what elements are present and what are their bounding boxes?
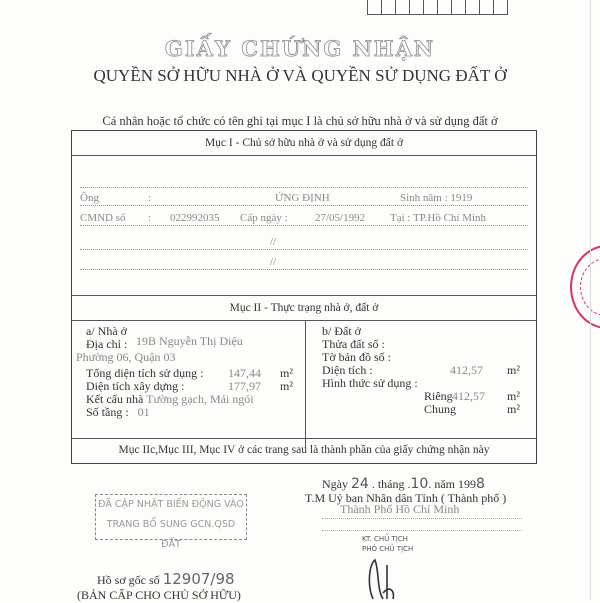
address-label: Địa chỉ :	[86, 337, 128, 351]
land-column	[322, 325, 527, 416]
structure-value: Tường gạch, Mái ngói	[146, 392, 254, 406]
dotted-line	[322, 518, 522, 519]
address-line1: 19B Nguyễn Thị Diệu	[136, 334, 243, 348]
floors-label: Số tầng :	[86, 405, 129, 419]
footer-note: Mục IIc,Mục III, Mục IV ở các trang sau là thành phần của giấy chứng nhận này	[118, 444, 490, 456]
certificate-subtitle: QUYỀN SỞ HỮU NHÀ Ở VÀ QUYỀN SỬ DỤNG ĐẤT Ở	[93, 66, 507, 85]
section1-heading: Mục I - Chủ sở hữu nhà ở và sử dụng đất ở	[204, 137, 404, 149]
floors-value: 01	[137, 405, 150, 419]
file-number-value: 12907/98	[162, 570, 235, 588]
land-area-value: 412,57	[450, 363, 483, 377]
divider	[72, 295, 536, 296]
issued-date: 27/05/1992	[315, 212, 366, 224]
house-column	[76, 324, 296, 419]
serial-box	[437, 0, 452, 15]
floors-row	[86, 406, 296, 419]
day-label: Ngày	[322, 477, 348, 491]
signatory-line1: KT. CHỦ TỊCH	[362, 535, 408, 543]
blank-mark: //	[270, 256, 277, 268]
id-colon: :	[148, 212, 152, 224]
file-number	[97, 570, 235, 588]
issuing-authority: T.M Uỷ ban Nhân dân Tỉnh ( Thành phố )	[305, 491, 507, 505]
signature-icon	[365, 555, 405, 600]
signatory-line2: PHÓ CHỦ TỊCH	[362, 545, 414, 553]
built-area-label: Diện tích xây dựng :	[86, 379, 185, 393]
id-row	[80, 207, 528, 226]
section2-heading: Mục II - Thực trạng nhà ở, đất ở	[229, 302, 379, 314]
issued-place: Tại : TP.Hồ Chí Minh	[390, 212, 487, 224]
serial-box	[395, 0, 410, 15]
land-title: b/ Đất ở	[322, 324, 362, 338]
file-label: Hồ sơ gốc số	[97, 573, 160, 587]
unit: m²	[280, 379, 293, 393]
address-line2: Phường 06, Quận 03	[76, 350, 176, 364]
shared-row	[322, 403, 527, 416]
serial-box	[493, 0, 508, 15]
serial-box	[479, 0, 494, 15]
day-value: 24	[351, 476, 369, 492]
usage-label: Hình thức sử dụng :	[322, 376, 418, 390]
serial-box	[367, 0, 382, 15]
unit: m²	[280, 366, 293, 380]
stamp-line2: TRANG BỔ SUNG GCN.QSD ĐẤT	[106, 519, 236, 550]
land-area-label: Diện tích :	[322, 363, 373, 377]
blank-row-2	[80, 251, 528, 270]
owner-row	[80, 187, 528, 206]
serial-box	[381, 0, 396, 15]
dotted-line	[322, 530, 522, 531]
certificate-title: GIẤY CHỨNG NHẬN	[164, 36, 436, 61]
private-value: 412,57	[452, 389, 485, 403]
column-divider	[305, 321, 306, 448]
total-area-label: Tổng diện tích sử dụng :	[86, 366, 204, 380]
map-label: Tờ bản đồ số :	[322, 350, 392, 364]
id-number: 022992035	[170, 212, 220, 224]
signatory-title	[362, 534, 413, 554]
stamp-line1: ĐÃ CẬP NHẬT BIẾN ĐỘNG VÀO	[98, 499, 244, 510]
page-edge	[590, 0, 591, 600]
year-digit: 8	[476, 476, 485, 492]
unit: m²	[507, 389, 520, 403]
intro-text: Cá nhân hoặc tổ chức có tên ghi tại mục I là chủ sở hữu nhà ở và sử dụng đất ở	[102, 114, 498, 128]
serial-number-boxes	[368, 0, 508, 15]
blank-row-1	[80, 231, 528, 250]
certificate-frame	[71, 130, 537, 464]
serial-box	[423, 0, 438, 15]
total-area-value: 147,44	[228, 366, 261, 380]
issue-date	[322, 476, 485, 492]
serial-box	[451, 0, 466, 15]
divider	[72, 438, 536, 439]
built-area-value: 177,97	[228, 379, 261, 393]
private-label: Riêng	[424, 389, 453, 403]
owner-name: ỨNG ĐỊNH	[275, 192, 330, 204]
house-title: a/ Nhà ở	[86, 324, 127, 338]
month-value: 10	[410, 476, 429, 492]
serial-box	[409, 0, 424, 15]
divider	[72, 320, 536, 321]
issued-label: Cấp ngày :	[240, 212, 288, 224]
section1-blank-row	[80, 169, 528, 188]
copy-note: (BẢN CẤP CHO CHỦ SỞ HỮU)	[77, 588, 241, 602]
blank-mark: //	[270, 236, 277, 248]
serial-box	[465, 0, 480, 15]
plot-label: Thửa đất số :	[322, 337, 385, 351]
month-label: . tháng .	[371, 477, 411, 491]
owner-label: Ông	[80, 192, 99, 204]
unit: m²	[507, 402, 520, 416]
city-name: Thành Phố Hồ Chí Minh	[340, 502, 460, 516]
birth-year: Sinh năm : 1919	[400, 192, 473, 204]
unit: m²	[507, 363, 520, 377]
id-label: CMND số	[80, 212, 126, 224]
update-stamp	[95, 494, 247, 550]
divider	[72, 155, 536, 156]
shared-label: Chung	[424, 402, 457, 416]
owner-colon: :	[148, 192, 152, 204]
structure-label: Kết cấu nhà	[86, 392, 144, 406]
year-label: . năm 199	[428, 477, 476, 491]
